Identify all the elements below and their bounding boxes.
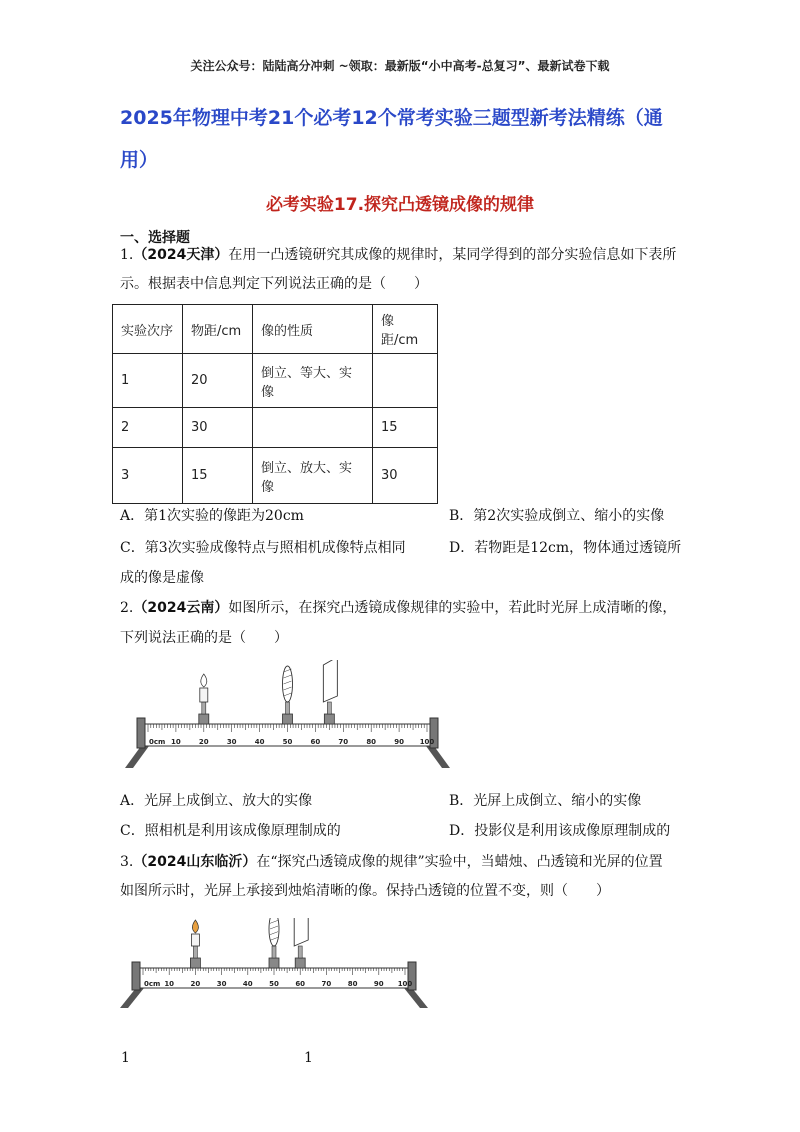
scale-tick-label: 80 xyxy=(347,980,358,988)
q2-option-d[interactable]: D．投影仪是利用该成像原理制成的 xyxy=(449,823,671,839)
scale-tick-label: 90 xyxy=(373,980,384,988)
scale-tick-label: 20 xyxy=(190,980,201,988)
candle xyxy=(200,688,208,702)
scale-tick-label: 10 xyxy=(171,738,181,746)
q2-number: 2. xyxy=(120,600,134,616)
bench-leg-left xyxy=(125,746,149,768)
candle-holder xyxy=(199,714,209,724)
q2-source: （2024云南） xyxy=(133,600,229,616)
scale-tick-label: 30 xyxy=(226,738,237,746)
table-header-cell: 像距/cm xyxy=(373,305,438,354)
q3-stem-line1: 在“探究凸透镜成像的规律”实验中，当蜡烛、凸透镜和光屏的位置 xyxy=(256,854,663,870)
q3-stem-line2: 如图所示时，光屏上承接到烛焰清晰的像。保持凸透镜的位置不变，则（ ） xyxy=(120,883,610,899)
experiment-subtitle: 必考实验17.探究凸透镜成像的规律 xyxy=(265,195,535,215)
scale-tick-label: 20 xyxy=(198,738,209,746)
table-row xyxy=(113,408,438,448)
document-title-line1: 2025年物理中考21个必考12个常考实验三题型新考法精练（通 xyxy=(120,107,663,129)
scale-tick-label: 90 xyxy=(394,738,404,746)
q2-stem-line1: 如图所示，在探究凸透镜成像规律的实验中，若此时光屏上成清晰的像， xyxy=(228,600,677,616)
bench-leg-right xyxy=(404,988,428,1008)
table-header-cell: 实验次序 xyxy=(113,305,183,354)
table-header-cell: 物距/cm xyxy=(183,305,253,354)
q2-option-b[interactable]: B．光屏上成倒立、缩小的实像 xyxy=(449,793,642,809)
q1-number: 1. xyxy=(120,247,134,263)
scale-tick-label: 70 xyxy=(321,980,332,988)
scale-tick-label: 40 xyxy=(254,738,265,746)
table-cell: 15 xyxy=(183,448,253,504)
scale-tick-label: 70 xyxy=(338,738,349,746)
q2-option-a[interactable]: A．光屏上成倒立、放大的实像 xyxy=(120,793,313,809)
footer-page-left: 1 xyxy=(121,1050,130,1066)
table-cell: 倒立、放大、实像 xyxy=(253,448,373,504)
table-cell xyxy=(373,354,438,408)
scale-tick-label: 40 xyxy=(242,980,253,988)
scale-tick-label: 10 xyxy=(164,980,175,988)
scale-tick-label: 100 xyxy=(419,738,435,746)
q1-option-c[interactable]: C．第3次实验成像特点与照相机成像特点相同 xyxy=(120,540,406,556)
q3-source: （2024山东临沂） xyxy=(133,854,257,870)
table-cell: 2 xyxy=(113,408,183,448)
optical-bench xyxy=(125,660,450,768)
table-cell: 30 xyxy=(183,408,253,448)
q1-option-d-continued: 成的像是虚像 xyxy=(120,570,204,586)
scale-tick-label: 80 xyxy=(366,738,377,746)
bench-leg-left xyxy=(120,988,144,1008)
q1-stem-line2: 示。根据表中信息判定下列说法正确的是（ ） xyxy=(120,276,428,292)
table-cell: 30 xyxy=(373,448,438,504)
lens-post xyxy=(272,946,276,958)
scale-tick-label: 60 xyxy=(295,980,306,988)
q2-stem-line2: 下列说法正确的是（ ） xyxy=(120,630,288,646)
q3-optical-bench-figure xyxy=(118,918,438,1013)
bench-end-left xyxy=(132,962,140,990)
screen-post xyxy=(298,946,302,958)
q3-stem xyxy=(120,849,685,876)
light-screen xyxy=(294,918,308,946)
scale-tick-label: 30 xyxy=(216,980,227,988)
bench-end-left xyxy=(137,718,145,748)
screen-post xyxy=(327,702,331,714)
lens-holder xyxy=(269,958,279,968)
candle-post xyxy=(202,702,206,714)
table-header-cell: 像的性质 xyxy=(253,305,373,354)
table-cell: 1 xyxy=(113,354,183,408)
scale-unit-label: 0cm xyxy=(149,738,166,746)
q2-stem xyxy=(120,595,685,622)
bench-leg-right xyxy=(426,746,450,768)
candle xyxy=(191,934,199,946)
q2-option-c[interactable]: C．照相机是利用该成像原理制成的 xyxy=(120,823,341,839)
table-cell: 15 xyxy=(373,408,438,448)
q1-option-a[interactable]: A．第1次实验的像距为20cm xyxy=(120,508,304,524)
q1-stem-line1: 在用一凸透镜研究其成像的规律时，某同学得到的部分实验信息如下表所 xyxy=(228,247,677,263)
table-header-row xyxy=(113,305,438,354)
document-title-line2: 用） xyxy=(120,149,159,171)
candle-flame xyxy=(192,920,198,933)
scale-tick-label: 50 xyxy=(282,738,293,746)
q1-source: （2024天津） xyxy=(133,247,229,263)
table-cell xyxy=(253,408,373,448)
candle-holder xyxy=(190,958,200,968)
table-cell: 20 xyxy=(183,354,253,408)
q1-data-table xyxy=(112,304,438,504)
table-cell: 倒立、等大、实像 xyxy=(253,354,373,408)
table-cell: 3 xyxy=(113,448,183,504)
q1-option-b[interactable]: B．第2次实验成倒立、缩小的实像 xyxy=(449,508,665,524)
section-heading: 一、选择题 xyxy=(120,230,190,246)
table-row xyxy=(113,448,438,504)
footer-page-center: 1 xyxy=(304,1050,313,1066)
scale-tick-label: 50 xyxy=(269,980,279,988)
scale-tick-label: 60 xyxy=(310,738,321,746)
lens-post xyxy=(286,702,290,714)
q3-number: 3. xyxy=(120,854,134,870)
q1-option-d[interactable]: D．若物距是12cm，物体通过透镜所 xyxy=(449,540,682,556)
optical-bench xyxy=(120,918,428,1008)
scale-tick-label: 100 xyxy=(397,980,413,988)
light-screen xyxy=(323,660,337,702)
screen-holder xyxy=(295,958,305,968)
table-row xyxy=(113,354,438,408)
q1-stem xyxy=(120,242,685,269)
lens-holder xyxy=(283,714,293,724)
screen-holder xyxy=(324,714,334,724)
candle-flame xyxy=(201,674,207,687)
q2-optical-bench-figure xyxy=(118,660,458,772)
scale-unit-label: 0cm xyxy=(144,980,161,988)
candle-post xyxy=(193,946,197,958)
header-note: 关注公众号：陆陆高分冲刺 ~领取：最新版“小中高考-总复习”、最新试卷下载 xyxy=(190,59,610,73)
